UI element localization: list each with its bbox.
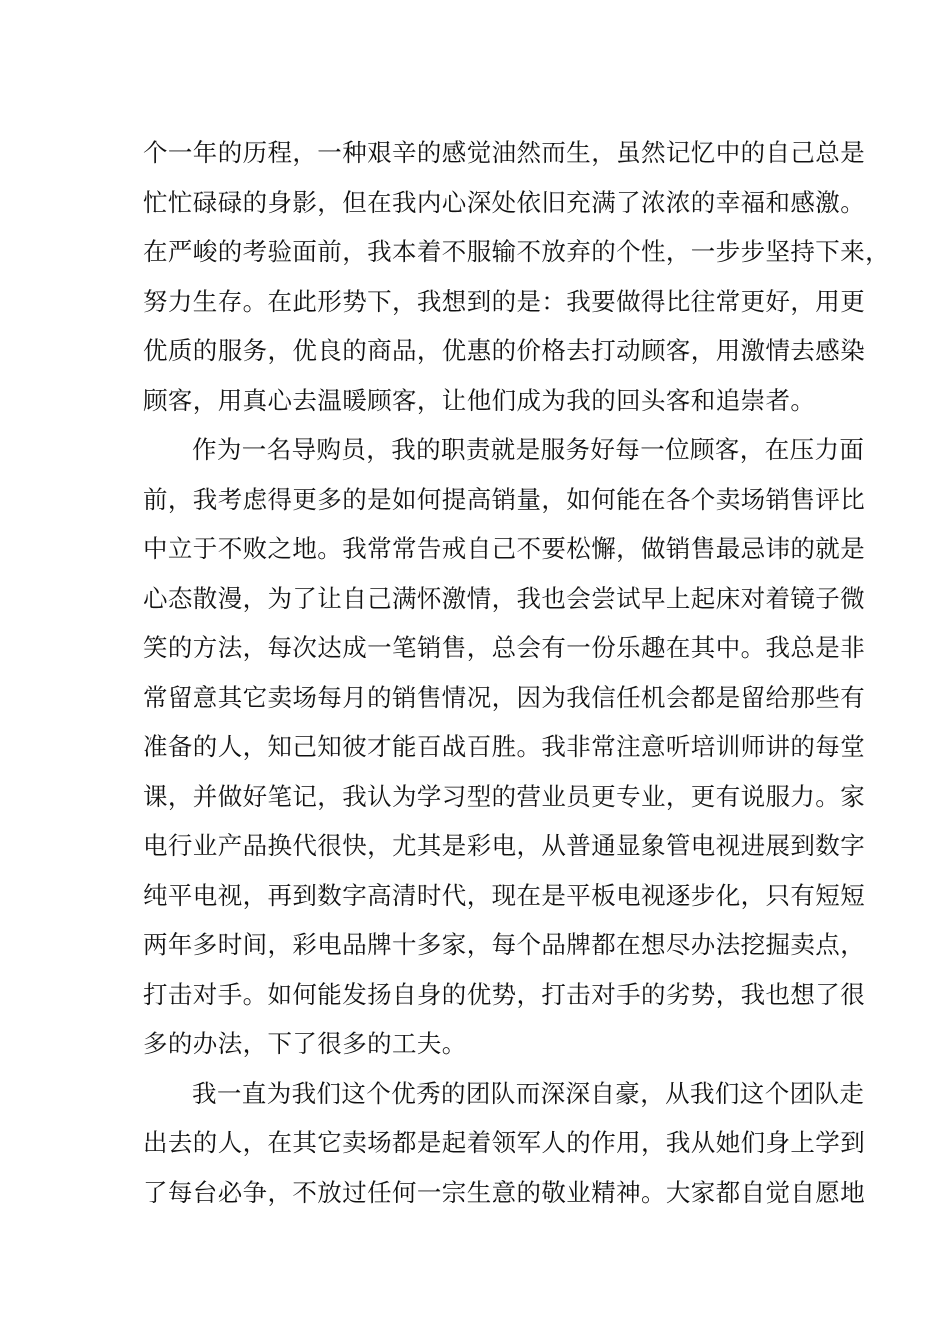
text-line: 准备的人，知己知彼才能百战百胜。我非常注意听培训师讲的每堂 bbox=[143, 732, 866, 761]
text-line: 电行业产品换代很快，尤其是彩电，从普通显象管电视进展到数字 bbox=[143, 831, 866, 860]
text-line: 两年多时间，彩电品牌十多家，每个品牌都在想尽办法挖掘卖点， bbox=[143, 930, 866, 959]
text-line: 努力生存。在此形势下，我想到的是：我要做得比往常更好，用更 bbox=[143, 286, 866, 316]
text-line: 优质的服务，优良的商品，优惠的价格去打动顾客，用激情去感染 bbox=[143, 336, 866, 365]
text-line: 多的办法，下了很多的工夫。 bbox=[143, 1029, 467, 1058]
text-line: 个一年的历程，一种艰辛的感觉油然而生，虽然记忆中的自己总是 bbox=[143, 138, 866, 167]
text-line: 在严峻的考验面前，我本着不服输不放弃的个性，一步步坚持下来， bbox=[143, 237, 890, 266]
text-line: 中立于不败之地。我常常告戒自己不要松懈，做销售最忌讳的就是 bbox=[143, 534, 866, 563]
text-line: 心态散漫，为了让自己满怀激情，我也会尝试早上起床对着镜子微 bbox=[143, 583, 866, 613]
text-line: 常留意其它卖场每月的销售情况，因为我信任机会都是留给那些有 bbox=[143, 682, 866, 712]
text-line: 了每台必争，不放过任何一宗生意的敬业精神。大家都自觉自愿地 bbox=[143, 1177, 866, 1207]
text-line: 顾客，用真心去温暖顾客，让他们成为我的回头客和追崇者。 bbox=[143, 385, 816, 415]
text-line: 前，我考虑得更多的是如何提高销量，如何能在各个卖场销售评比 bbox=[143, 484, 866, 514]
text-line: 打击对手。如何能发扬自身的优势，打击对手的劣势，我也想了很 bbox=[143, 979, 866, 1009]
body-text bbox=[143, 128, 890, 1217]
text-line: 忙忙碌碌的身影，但在我内心深处依旧充满了浓浓的幸福和感激。 bbox=[143, 187, 866, 217]
text-line: 笑的方法，每次达成一笔销售，总会有一份乐趣在其中。我总是非 bbox=[143, 633, 866, 662]
text-line: 课，并做好笔记，我认为学习型的营业员更专业，更有说服力。家 bbox=[143, 781, 866, 811]
text-line: 我一直为我们这个优秀的团队而深深自豪，从我们这个团队走 bbox=[192, 1078, 865, 1108]
text-line: 出去的人，在其它卖场都是起着领军人的作用，我从她们身上学到 bbox=[143, 1128, 866, 1157]
text-line: 纯平电视，再到数字高清时代，现在是平板电视逐步化，只有短短 bbox=[143, 880, 866, 910]
text-line: 作为一名导购员，我的职责就是服务好每一位顾客，在压力面 bbox=[192, 435, 865, 464]
